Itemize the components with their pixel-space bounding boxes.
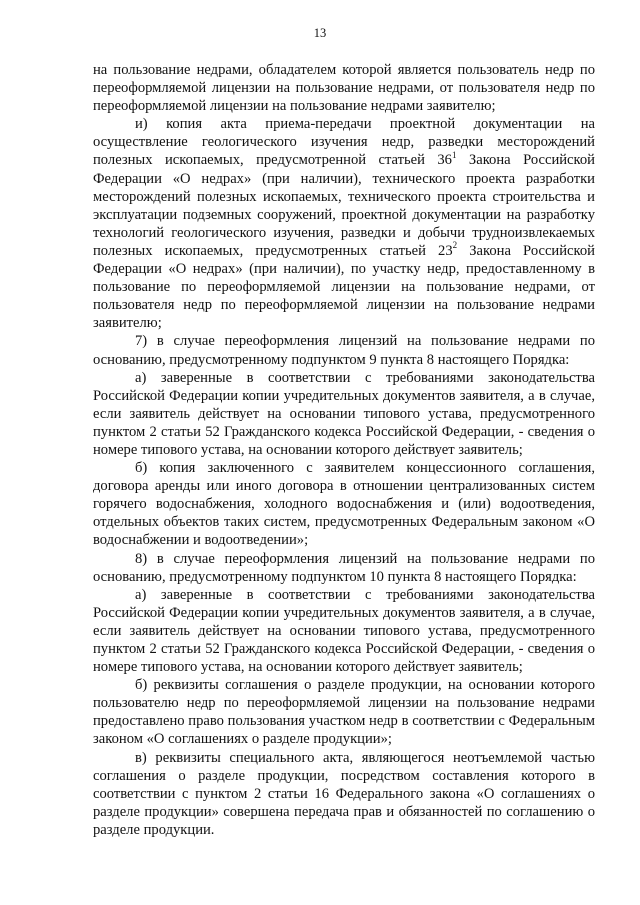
- paragraph-item-7a: а) заверенные в соответствии с требованиями законодательства Российской Федерации копии учредительных документов заявителя, а в случае, если заявитель действует на основании типового устава, предусмотренного пунктом 2 статьи 52 Гражданского кодекса Российской Федерации, - сведения о номере типового устава, на основании которого действует заявитель;: [93, 369, 595, 458]
- paragraph-text: Закона Российской Федерации «О недрах» (при наличии), по участку недр, предоставленному в пользование по переоформляемой лицензии на пользование недрами, от пользователя недр по переоформляемой лицензии на пользование недрами заявителю;: [93, 242, 595, 332]
- paragraph-item-7b: б) копия заключенного с заявителем концессионного соглашения, договора аренды или иного договора в отношении централизованных систем горячего водоснабжения, холодного водоснабжения и (или) водоотведения, отдельных объектов таких систем, предусмотренных Федеральным законом «О водоснабжении и водоотведении»;: [93, 460, 595, 549]
- page-number: 13: [313, 26, 327, 40]
- paragraph-item-7: 7) в случае переоформления лицензий на пользование недрами по основанию, предусмотренному подпунктом 9 пункта 8 настоящего Порядка:: [93, 333, 595, 368]
- paragraph-item-i: [93, 115, 595, 332]
- paragraph-item-8: 8) в случае переоформления лицензий на пользование недрами по основанию, предусмотренному подпунктом 10 пункта 8 настоящего Порядка:: [93, 550, 595, 585]
- footnote-marker: 1: [451, 149, 457, 160]
- document-body: [93, 61, 595, 839]
- paragraph-item-8a: а) заверенные в соответствии с требованиями законодательства Российской Федерации копии учредительных документов заявителя, а в случае, если заявитель действует на основании типового устава, предусмотренного пунктом 2 статьи 52 Гражданского кодекса Российской Федерации, - сведения о номере типового устава, на основании которого действует заявитель;: [93, 586, 595, 676]
- footnote-marker: 2: [452, 240, 458, 251]
- paragraph-item-8c: в) реквизиты специального акта, являющегося неотъемлемой частью соглашения о разделе продукции, посредством составления которого в соответствии с пунктом 2 статьи 16 Федерального закона «О соглашениях о разделе продукции» совершена передача прав и обязанностей по соглашению о разделе продукции.: [93, 749, 595, 838]
- paragraph-text: и) копия акта приема-передачи проектной документации на осуществление геологического изучения недр, разведки месторождений полезных ископаемых, предусмотренной статьей 36: [93, 116, 595, 169]
- paragraph-continuation: на пользование недрами, обладателем которой является пользователь недр по переоформляемой лицензии на пользование недрами, от пользователя недр по переоформляемой лицензии на пользование недрами заявителю;: [93, 62, 595, 115]
- paragraph-item-8b: б) реквизиты соглашения о разделе продукции, на основании которого пользователю недр по переоформляемой лицензии на пользование недрами предоставлено право пользования участком недр в соответствии с Федеральным законом «О соглашениях о разделе продукции»;: [93, 677, 595, 748]
- paragraph-text: Закона Российской Федерации «О недрах» (при наличии), технического проекта разработки месторождений полезных ископаемых, технического проекта строительства и эксплуатации подземных сооружений, проектной документации на разработку технологий геологического изучения, разведки и добычи трудноизвлекаемых полезных ископаемых, предусмотренных статьей 23: [93, 152, 595, 259]
